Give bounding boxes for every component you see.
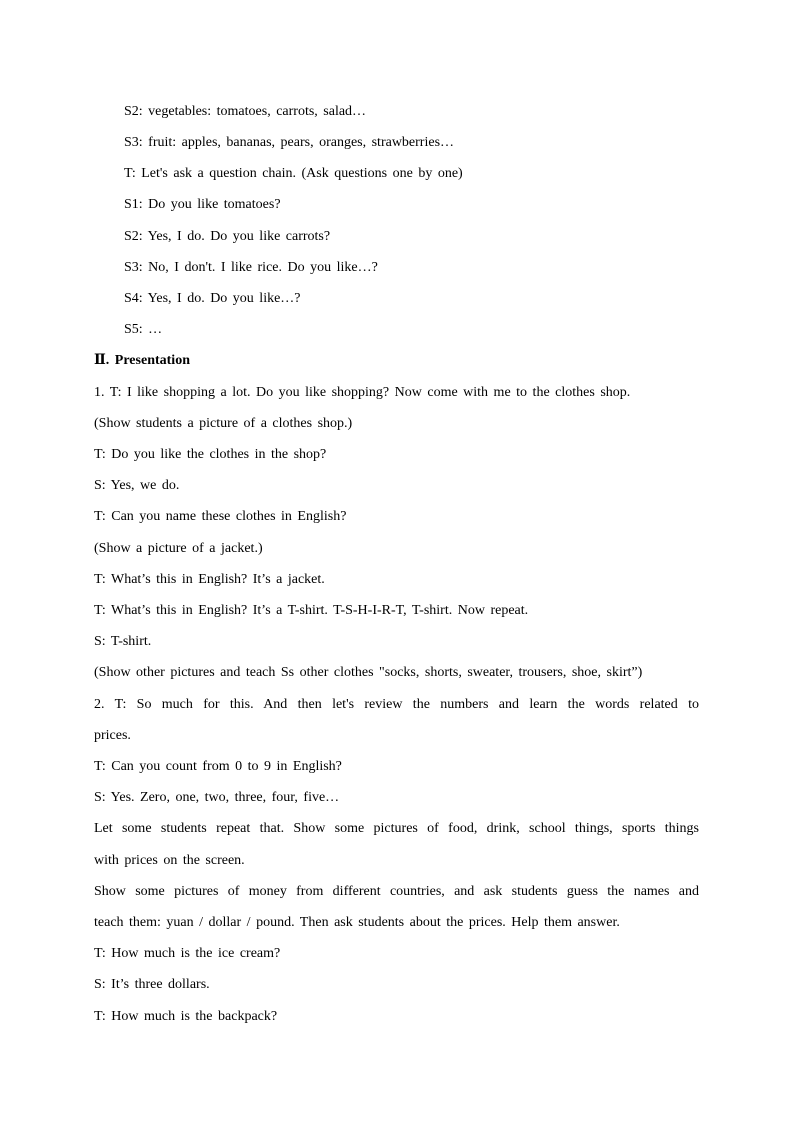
paragraph-line: S: T-shirt. [94, 634, 152, 649]
dialogue-line: S3: No, I don't. I like rice. Do you like…? [124, 260, 378, 275]
paragraph-line: S: Yes, we do. [94, 478, 180, 493]
dialogue-line: T: Let's ask a question chain. (Ask questions one by one) [124, 166, 463, 181]
paragraph-line: Show some pictures of money from different countries, and ask students guess the names and [94, 884, 699, 899]
paragraph-line: teach them: yuan / dollar / pound. Then ask students about the prices. Help them answer. [94, 915, 620, 930]
paragraph-line: T: How much is the ice cream? [94, 946, 281, 961]
paragraph-line: 2. T: So much for this. And then let's review the numbers and learn the words related to [94, 697, 699, 712]
paragraph-line: T: Can you name these clothes in English? [94, 509, 347, 524]
dialogue-line: S5: … [124, 322, 163, 337]
paragraph-line: S: It’s three dollars. [94, 977, 210, 992]
paragraph-line: T: Can you count from 0 to 9 in English? [94, 759, 342, 774]
paragraph-line: T: What’s this in English? It’s a jacket. [94, 572, 325, 587]
dialogue-line: S2: Yes, I do. Do you like carrots? [124, 229, 331, 244]
paragraph-line: (Show other pictures and teach Ss other clothes "socks, shorts, sweater, trousers, shoe, skirt”) [94, 665, 643, 680]
paragraph-line: (Show a picture of a jacket.) [94, 541, 263, 556]
dialogue-line: S2: vegetables: tomatoes, carrots, salad… [124, 104, 367, 119]
paragraph-line: T: Do you like the clothes in the shop? [94, 447, 327, 462]
dialogue-line: S3: fruit: apples, bananas, pears, oranges, strawberries… [124, 135, 455, 150]
paragraph-line: T: How much is the backpack? [94, 1009, 278, 1024]
dialogue-line: S4: Yes, I do. Do you like…? [124, 291, 301, 306]
section-heading: Ⅱ. Presentation [94, 353, 190, 368]
paragraph-line: with prices on the screen. [94, 853, 245, 868]
dialogue-line: S1: Do you like tomatoes? [124, 197, 281, 212]
paragraph-line: prices. [94, 728, 131, 743]
paragraph-line: 1. T: I like shopping a lot. Do you like shopping? Now come with me to the clothes shop. [94, 385, 631, 400]
paragraph-line: Let some students repeat that. Show some pictures of food, drink, school things, sports things [94, 821, 699, 836]
paragraph-line: S: Yes. Zero, one, two, three, four, five… [94, 790, 340, 805]
paragraph-line: T: What’s this in English? It’s a T-shirt. T-S-H-I-R-T, T-shirt. Now repeat. [94, 603, 529, 618]
paragraph-line: (Show students a picture of a clothes shop.) [94, 416, 353, 431]
